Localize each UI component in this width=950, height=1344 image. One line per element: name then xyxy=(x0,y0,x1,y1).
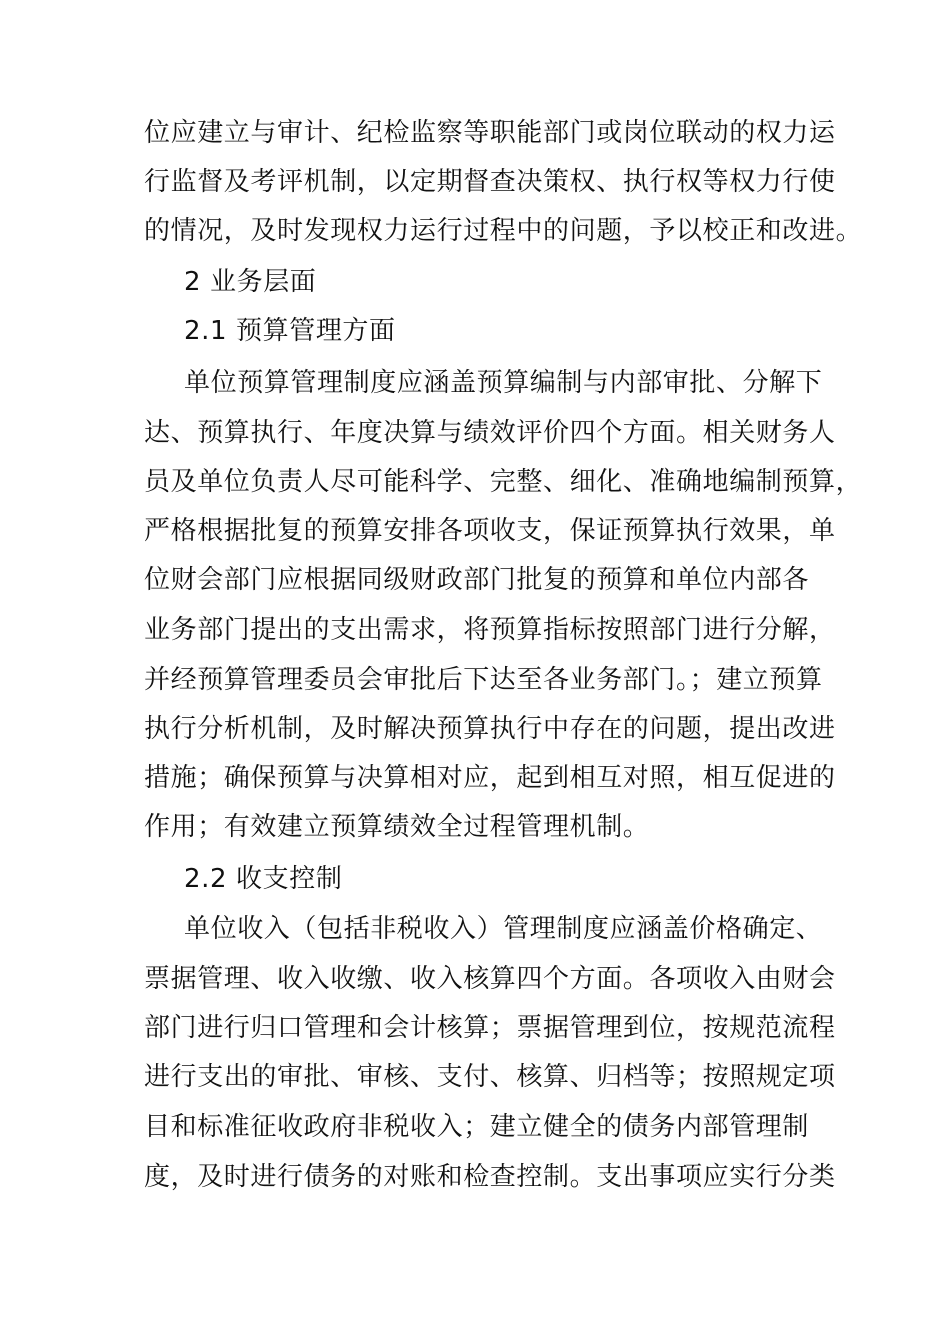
paragraph-line: 达、预算执行、年度决算与绩效评价四个方面。相关财务人 xyxy=(144,418,836,448)
paragraph-line: 进行支出的审批、审核、支付、核算、归档等；按照规定项 xyxy=(144,1062,836,1092)
subsection-heading: 2.1 预算管理方面 xyxy=(184,316,396,346)
paragraph-line: 位财会部门应根据同级财政部门批复的预算和单位内部各 xyxy=(144,565,810,595)
paragraph-line: 员及单位负责人尽可能科学、完整、细化、准确地编制预算， xyxy=(144,467,863,497)
paragraph-line: 行监督及考评机制，以定期督查决策权、执行权等权力行使 xyxy=(144,167,836,197)
paragraph-line: 并经预算管理委员会审批后下达至各业务部门。；建立预算 xyxy=(144,665,823,695)
section-heading: 2 业务层面 xyxy=(184,267,317,297)
paragraph-line: 作用；有效建立预算绩效全过程管理机制。 xyxy=(144,812,650,842)
paragraph-line: 票据管理、收入收缴、收入核算四个方面。各项收入由财会 xyxy=(144,964,836,994)
paragraph-line: 度，及时进行债务的对账和检查控制。支出事项应实行分类 xyxy=(144,1162,836,1192)
paragraph-line: 业务部门提出的支出需求，将预算指标按照部门进行分解， xyxy=(144,615,836,645)
subsection-heading: 2.2 收支控制 xyxy=(184,864,343,894)
paragraph-line: 的情况，及时发现权力运行过程中的问题，予以校正和改进。 xyxy=(144,216,863,246)
paragraph-line: 措施；确保预算与决算相对应，起到相互对照，相互促进的 xyxy=(144,763,836,793)
paragraph-line: 部门进行归口管理和会计核算；票据管理到位，按规范流程 xyxy=(144,1013,836,1043)
paragraph-line: 严格根据批复的预算安排各项收支，保证预算执行效果，单 xyxy=(144,516,836,546)
paragraph-line: 单位收入（包括非税收入）管理制度应涵盖价格确定、 xyxy=(184,914,823,944)
paragraph-line: 执行分析机制，及时解决预算执行中存在的问题，提出改进 xyxy=(144,714,836,744)
paragraph-line: 位应建立与审计、纪检监察等职能部门或岗位联动的权力运 xyxy=(144,118,836,148)
paragraph-line: 目和标准征收政府非税收入；建立健全的债务内部管理制 xyxy=(144,1112,810,1142)
paragraph-line: 单位预算管理制度应涵盖预算编制与内部审批、分解下 xyxy=(184,368,823,398)
